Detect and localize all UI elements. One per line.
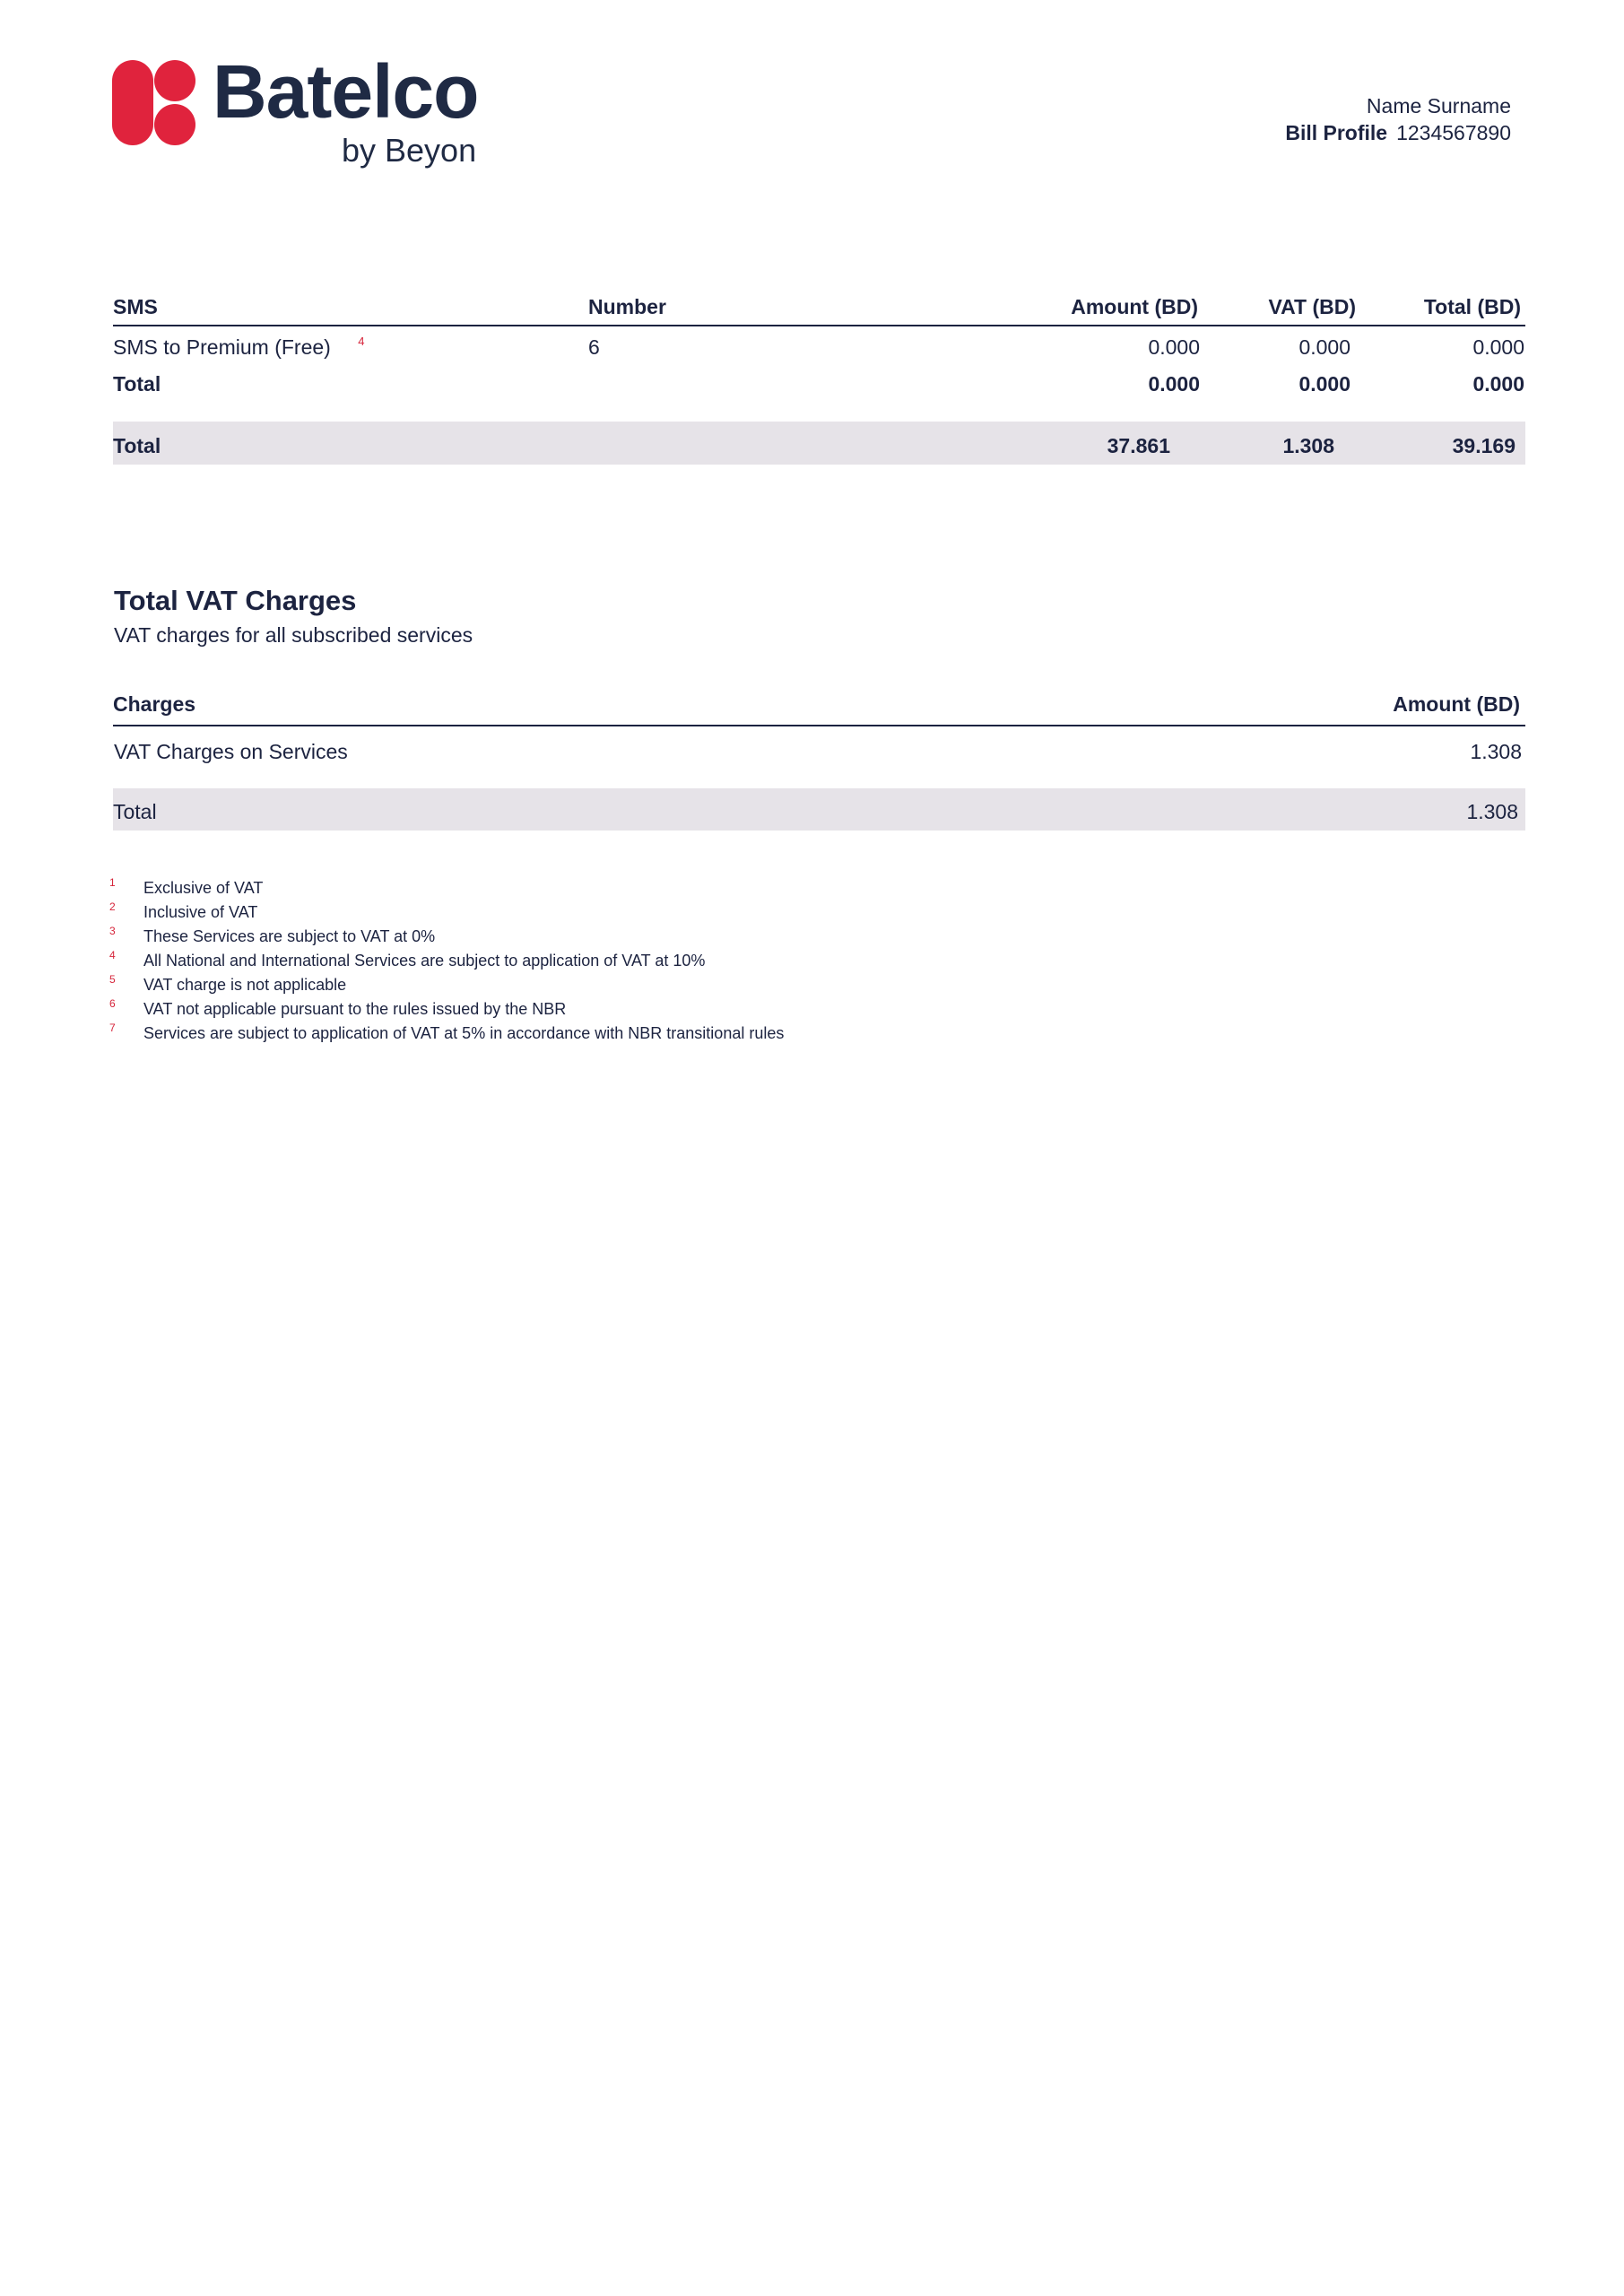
footnote-item bbox=[109, 997, 1096, 1022]
bill-profile-label: Bill Profile bbox=[1285, 121, 1388, 144]
vat-row-label: VAT Charges on Services bbox=[114, 740, 348, 763]
grand-total-amount: 37.861 bbox=[1107, 434, 1170, 457]
footnotes-list bbox=[109, 876, 1096, 1046]
service-name: SMS to Premium (Free) bbox=[113, 335, 331, 359]
footnote-number: 2 bbox=[109, 900, 116, 913]
logo-wordmark: Batelco bbox=[213, 49, 479, 134]
col-header-vat-amount: Amount (BD) bbox=[1393, 692, 1520, 716]
footnote-number: 7 bbox=[109, 1022, 116, 1034]
subtotal-label: Total bbox=[113, 372, 161, 396]
bill-profile bbox=[1285, 120, 1511, 145]
footnote-item bbox=[109, 925, 1096, 949]
footnote-text: Inclusive of VAT bbox=[143, 903, 258, 921]
grand-total-label: Total bbox=[113, 434, 161, 457]
table-row bbox=[113, 335, 364, 363]
customer-name: Name Surname bbox=[1366, 94, 1511, 117]
footnote-text: VAT charge is not applicable bbox=[143, 976, 347, 994]
col-header-number: Number bbox=[588, 295, 666, 318]
footnote-number: 1 bbox=[109, 876, 116, 889]
footnote-item bbox=[109, 900, 1096, 925]
logo-mark-icon bbox=[112, 60, 211, 145]
table-header-rule bbox=[113, 325, 1525, 326]
footnote-text: Services are subject to application of VAT at 5% in accordance with NBR transitional rules bbox=[143, 1024, 785, 1042]
row-amount: 0.000 bbox=[1148, 335, 1200, 359]
footnote-ref: 4 bbox=[358, 335, 365, 348]
subtotal-total: 0.000 bbox=[1472, 372, 1524, 396]
grand-total-total: 39.169 bbox=[1452, 434, 1515, 457]
bill-profile-value: 1234567890 bbox=[1396, 121, 1511, 144]
footnote-text: All National and International Services are subject to application of VAT at 10% bbox=[143, 952, 706, 970]
vat-row-amount: 1.308 bbox=[1470, 740, 1522, 763]
logo-tagline: by Beyon bbox=[342, 132, 477, 169]
subtotal-vat: 0.000 bbox=[1298, 372, 1350, 396]
footnote-number: 6 bbox=[109, 997, 116, 1010]
footnote-item bbox=[109, 949, 1096, 973]
vat-table-header-rule bbox=[113, 725, 1525, 726]
footnote-item bbox=[109, 973, 1096, 997]
col-header-amount: Amount (BD) bbox=[1071, 295, 1198, 318]
footnote-item bbox=[109, 1022, 1096, 1046]
vat-total-label: Total bbox=[113, 800, 157, 823]
col-header-service: SMS bbox=[113, 295, 158, 318]
col-header-vat: VAT (BD) bbox=[1268, 295, 1356, 318]
footnote-text: Exclusive of VAT bbox=[143, 879, 264, 897]
footnote-text: These Services are subject to VAT at 0% bbox=[143, 927, 436, 945]
row-total: 0.000 bbox=[1472, 335, 1524, 359]
vat-total-amount: 1.308 bbox=[1466, 800, 1518, 823]
footnote-text: VAT not applicable pursuant to the rules issued by the NBR bbox=[143, 1000, 567, 1018]
row-vat: 0.000 bbox=[1298, 335, 1350, 359]
grand-total-vat: 1.308 bbox=[1282, 434, 1334, 457]
col-header-total: Total (BD) bbox=[1423, 295, 1521, 318]
subtotal-amount: 0.000 bbox=[1148, 372, 1200, 396]
section-subtitle: VAT charges for all subscribed services bbox=[114, 623, 473, 647]
col-header-charges: Charges bbox=[113, 692, 196, 716]
footnote-item bbox=[109, 876, 1096, 900]
row-number: 6 bbox=[588, 335, 600, 359]
footnote-number: 3 bbox=[109, 925, 116, 937]
footnote-number: 4 bbox=[109, 949, 116, 961]
section-title: Total VAT Charges bbox=[114, 585, 357, 616]
footnote-number: 5 bbox=[109, 973, 116, 986]
